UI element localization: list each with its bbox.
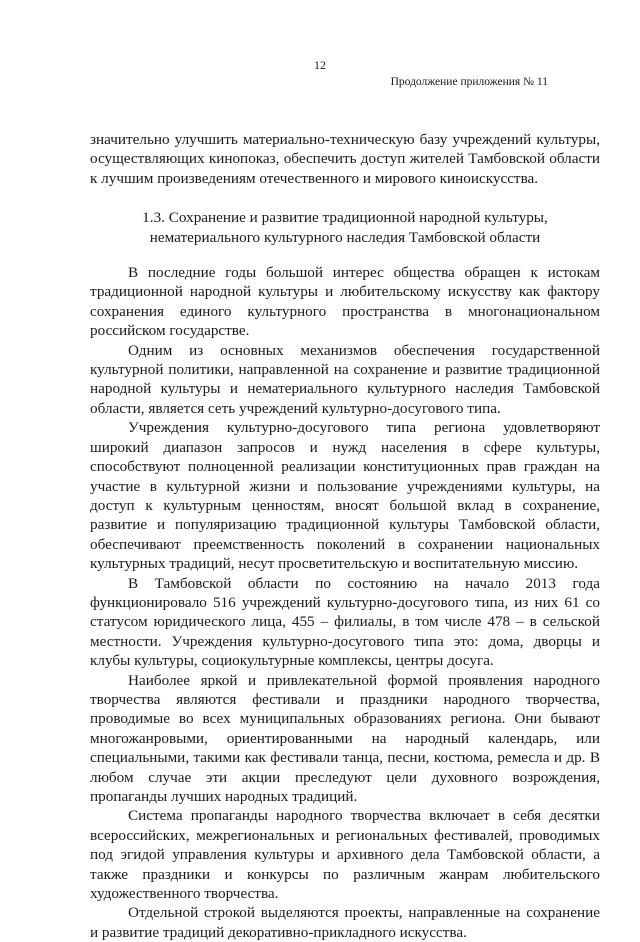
paragraph-5: Наиболее яркой и привлекательной формой проявления народного творчества являются фестивали и праздники народного творчества, проводимые во всех муниципальных образованиях региона. Они бывают многожанровыми, ориентированными на народный календарь, или специальными, такими как фестивали танца, песни, костюма, ремесла и др. В любом случае эти акции преследуют цели духовного возрождения, пропаганды лучших народных традиций. (90, 671, 600, 805)
paragraph-6: Система пропаганды народного творчества включает в себя десятки всероссийских, межрегиональных и региональных фестивалей, проводимых под эгидой управления культуры и архивного дела Тамбовской области, а также праздники и конкурсы по различным жанрам любительского художественного творчества. (90, 807, 600, 903)
paragraph-2: Одним из основных механизмов обеспечения государственной культурной политики, направленной на сохранение и развитие традиционной народной культуры и нематериального культурного наследия Тамбовской области, является сеть учреждений культурно-досугового типа. (90, 341, 600, 417)
section-heading-line-1: 1.3. Сохранение и развитие традиционной народной культуры, (142, 209, 548, 227)
intro-paragraph: значительно улучшить материально-техническую базу учреждений культуры, осуществляющих кинопоказ, обеспечить доступ жителей Тамбовской области к лучшим произведениям отечественного и мирового киноискусства. (90, 131, 600, 187)
paragraph-4: В Тамбовской области по состоянию на начало 2013 года функционировало 516 учреждений культурно-досугового типа, из них 61 со статусом юридического лица, 455 – филиалы, в том числе 478 – в сельской местности. Учреждения культурно-досугового типа это: дома, дворцы и клубы культуры, социокультурные комплексы, центры досуга. (90, 574, 600, 670)
section-heading (90, 208, 600, 247)
paragraph-1: В последние годы большой интерес общества обращен к истокам традиционной народной культуры и любительскому искусству как фактору сохранения единого культурного пространства в многонациональном российском государстве. (90, 264, 600, 340)
document-body (90, 130, 600, 942)
page-number: 12 (314, 58, 326, 72)
paragraph-7: Отдельной строкой выделяются проекты, направленные на сохранение и развитие традиций декоративно-прикладного искусства. (90, 904, 600, 941)
paragraph-3: Учреждения культурно-досугового типа региона удовлетворяют широкий диапазон запросов и нужд населения в сфере культуры, способствуют полноценной реализации конституционных прав граждан на участие в культурной жизни и пользование учреждениями культуры, на доступ к культурным ценностям, вносят большой вклад в сохранение, развитие и популяризацию традиционной культуры Тамбовской области, обеспечивают преемственность поколений в сохранении национальных культурных традиций, несут просветительскую и воспитательную миссию. (90, 419, 600, 573)
appendix-continuation-label: Продолжение приложения № 11 (390, 76, 548, 88)
section-heading-line-2: нематериального культурного наследия Тамбовской области (149, 228, 541, 246)
